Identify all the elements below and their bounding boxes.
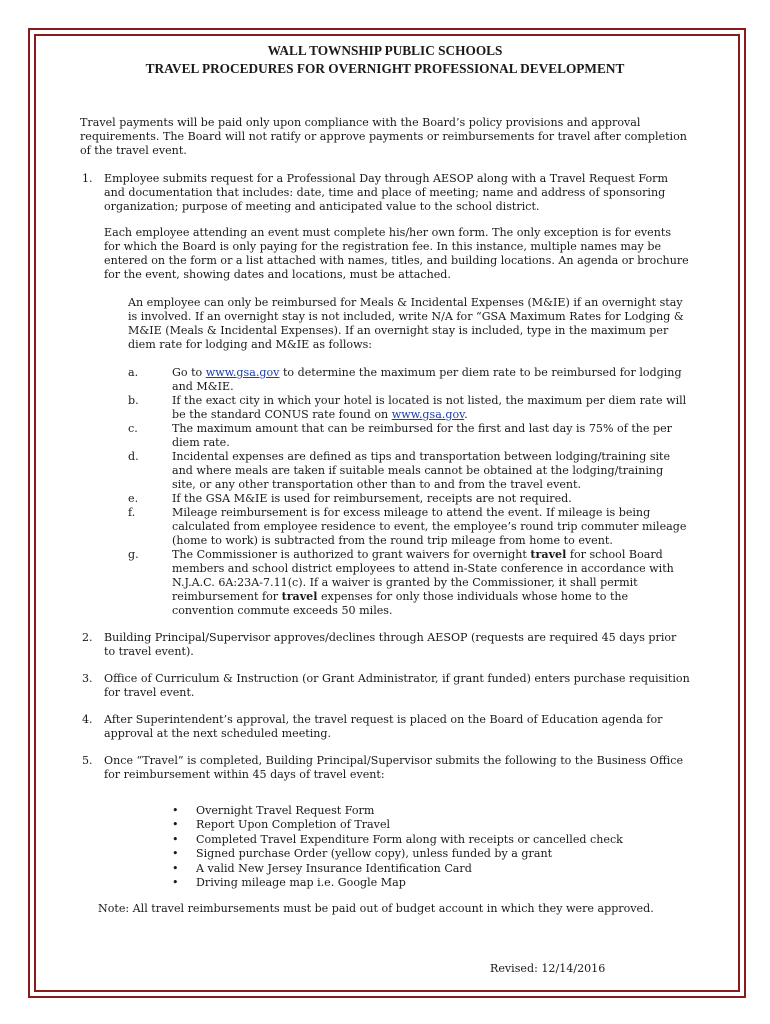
step-number: 3. xyxy=(82,672,93,685)
rule-f: f. Mileage reimbursement is for excess mileage to attend the event. If mileage is being calculated from employee residence to event, the employee’s round trip commuter mileage (home to work) is subtracted from the round trip mileage from home to event. xyxy=(128,506,687,547)
title-line-2: TRAVEL PROCEDURES FOR OVERNIGHT PROFESSIONAL DEVELOPMENT xyxy=(145,61,625,76)
mie-rules-list xyxy=(80,366,690,618)
rule-c: c. The maximum amount that can be reimbursed for the first and last day is 75% of the per diem rate. xyxy=(128,422,672,449)
step-4-text: After Superintendent’s approval, the travel request is placed on the Board of Education agenda for approval at the next scheduled meeting. xyxy=(104,713,663,740)
step-number: 2. xyxy=(82,631,93,644)
rule-b: b. If the exact city in which your hotel is located is not listed, the maximum per diem rate will be the standard CONUS rate found on www.gsa.gov. xyxy=(128,394,687,421)
bullet-icon: • xyxy=(172,876,179,890)
step-1-text: Employee submits request for a Professional Day through AESOP along with a Travel Request Form and documentation that includes: date, time and place of meeting; name and address of sponsoring organization; purpose of meeting and anticipated value to the school district. xyxy=(104,172,668,213)
list-item: • Report Upon Completion of Travel xyxy=(172,818,391,832)
step-1-paragraph-2: Each employee attending an event must complete his/her own form. The only exception is for events for which the Board is only paying for the registration fee. In this instance, multiple names may be entered on the form or a list attached with names, titles, and building locations. An agenda or brochure for the event, showing dates and locations, must be attached. xyxy=(104,226,689,281)
rule-label: e. xyxy=(128,492,139,505)
bullet-icon: • xyxy=(172,847,179,861)
rule-e: e. If the GSA M&IE is used for reimbursement, receipts are not required. xyxy=(128,492,572,505)
step-number: 4. xyxy=(82,713,93,726)
step-3-text: Office of Curriculum & Instruction (or Grant Administrator, if grant funded) enters purchase requisition for travel event. xyxy=(104,672,690,699)
title-line-1: WALL TOWNSHIP PUBLIC SCHOOLS xyxy=(267,43,503,58)
bullet-icon: • xyxy=(172,804,179,817)
list-item: • Signed purchase Order (yellow copy), unless funded by a grant xyxy=(172,847,553,861)
rule-a: a. Go to www.gsa.gov to determine the maximum per diem rate to be reimbursed for lodging and M&IE. xyxy=(128,366,682,393)
rule-g: g. The Commissioner is authorized to grant waivers for overnight travel for school Board members and school district employees to attend in-State conference in accordance with N.J.A.C. 6A:23A-7.11(c). If a waiver is granted by the Commissioner, it shall permit reimbursement for travel expenses for only those individuals whose home to the convention commute exceeds 50 miles. xyxy=(128,548,674,617)
step-3 xyxy=(80,672,690,700)
list-item: • A valid New Jersey Insurance Identification Card xyxy=(172,861,472,875)
rule-label: c. xyxy=(128,422,138,435)
list-item: • Overnight Travel Request Form xyxy=(172,804,375,817)
budget-note: Note: All travel reimbursements must be paid out of budget account in which they were approved. xyxy=(98,902,654,916)
required-documents-list xyxy=(80,804,690,890)
step-1 xyxy=(80,172,690,214)
step-1-paragraph-3: An employee can only be reimbursed for Meals & Incidental Expenses (M&IE) if an overnight stay is involved. If an overnight stay is not included, write N/A for “GSA Maximum Rates for Lodging & M&IE (Meals & Incidental Expenses). If an overnight stay is included, type in the maximum per diem rate for lodging and M&IE as follows: xyxy=(128,296,684,351)
bullet-icon: • xyxy=(172,818,179,832)
step-number: 5. xyxy=(82,754,93,767)
gsa-link[interactable]: www.gsa.gov xyxy=(205,366,280,379)
rule-d: d. Incidental expenses are defined as tips and transportation between lodging/training site and where meals are taken if suitable meals cannot be obtained at the lodging/training site, or any other transportation other than to and from the travel event. xyxy=(128,450,671,491)
revised-date: Revised: 12/14/2016 xyxy=(490,962,606,975)
document-page xyxy=(80,42,690,916)
step-2-text: Building Principal/Supervisor approves/declines through AESOP (requests are required 45 days prior to travel event). xyxy=(104,631,677,658)
intro-paragraph: Travel payments will be paid only upon compliance with the Board’s policy provisions and approval requirements. The Board will not ratify or approve payments or reimbursements for travel after completion of the travel event. xyxy=(80,116,687,157)
step-number: 1. xyxy=(82,172,93,185)
rule-label: g. xyxy=(128,548,139,561)
step-4 xyxy=(80,713,690,741)
rule-label: f. xyxy=(128,506,136,519)
rule-label: a. xyxy=(128,366,139,379)
step-2 xyxy=(80,631,690,659)
gsa-link[interactable]: www.gsa.gov xyxy=(391,408,465,421)
list-item: • Driving mileage map i.e. Google Map xyxy=(172,876,406,890)
step-5-text: Once “Travel” is completed, Building Principal/Supervisor submits the following to the Business Office for reimbursement within 45 days of travel event: xyxy=(104,754,684,781)
bullet-icon: • xyxy=(172,832,179,846)
bullet-icon: • xyxy=(172,861,179,875)
step-5 xyxy=(80,754,690,782)
rule-label: d. xyxy=(128,450,139,463)
rule-label: b. xyxy=(128,394,139,407)
list-item: • Completed Travel Expenditure Form along with receipts or cancelled check xyxy=(172,832,623,846)
document-title xyxy=(80,42,690,78)
